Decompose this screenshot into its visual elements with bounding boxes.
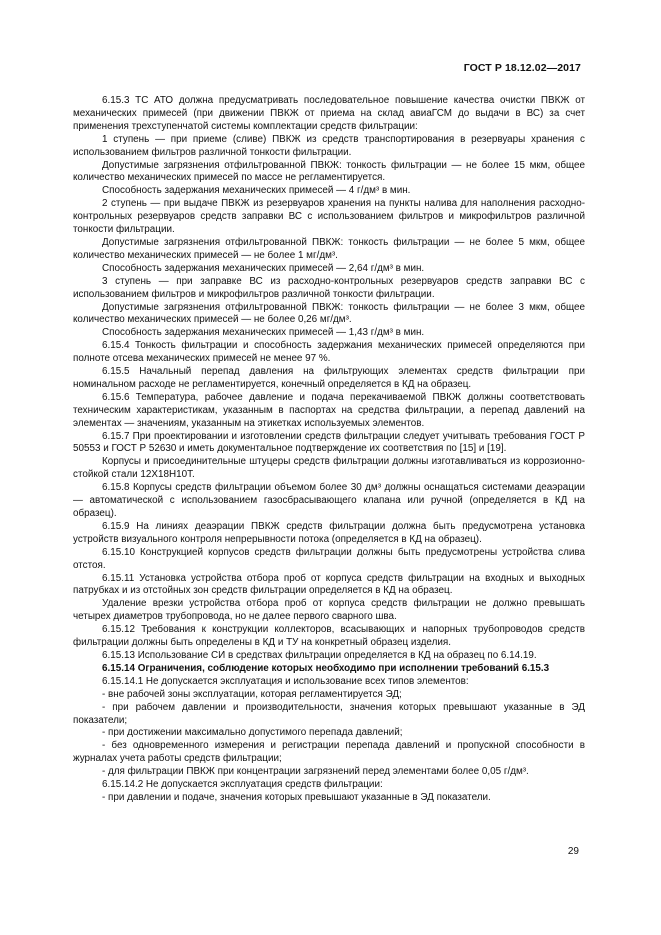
paragraph: 3 ступень — при заправке ВС из расходно-контрольных резервуаров средств заправки ВС с использованием фильтров и микрофильтров различной тонкости фильтрации. — [73, 275, 585, 300]
document-number-header: ГОСТ Р 18.12.02—2017 — [463, 62, 581, 74]
paragraph: - при достижении максимально допустимого перепада давлений; — [102, 727, 403, 739]
paragraph: 6.15.14.2 Не допускается эксплуатация средств фильтрации: — [102, 779, 383, 791]
paragraph: - для фильтрации ПВКЖ при концентрации загрязнений перед элементами более 0,05 г/дм³. — [102, 766, 529, 778]
paragraph: Допустимые загрязнения отфильтрованной ПВКЖ: тонкость фильтрации — не более 3 мкм, общее количество механических примесей — не более 0,26 мг/дм³. — [73, 301, 585, 326]
paragraph: Допустимые загрязнения отфильтрованной ПВКЖ: тонкость фильтрации — не более 5 мкм, общее количество механических примесей — не более 1 мг/дм³. — [73, 236, 585, 261]
paragraph: 6.15.3 ТС АТО должна предусматривать последовательное повышение качества очистки ПВКЖ от механических примесей (при движении ПВКЖ от приема на склад авиаГСМ до выдачи в ВС) за счет применения трехступенчатой системы комплектации средств фильтрации: — [73, 95, 585, 132]
section-heading: 6.15.14 Ограничения, соблюдение которых необходимо при исполнении требований 6.15.3 — [102, 662, 550, 674]
paragraph: 6.15.7 При проектировании и изготовлении средств фильтрации следует учитывать требования ГОСТ Р 50553 и ГОСТ Р 52630 и иметь документальное подтверждение их соответствия по [15] и [19]. — [73, 430, 585, 455]
paragraph: 6.15.8 Корпусы средств фильтрации объемом более 30 дм³ должны оснащаться системами деаэрации — автоматической с использованием газосбрасывающего клапана или ручной (определяется в КД на образец). — [73, 482, 585, 519]
paragraph: 1 ступень — при приеме (сливе) ПВКЖ из средств транспортирования в резервуары хранения с использованием фильтров различной тонкости фильтрации. — [73, 133, 585, 158]
paragraph: 2 ступень — при выдаче ПВКЖ из резервуаров хранения на пункты налива для наполнения расходно-контрольных резервуаров средств заправки ВС с использованием фильтров и микрофильтров различной тонкости фильтрации. — [73, 198, 585, 236]
paragraph: Корпусы и присоединительные штуцеры средств фильтрации должны изготавливаться из коррозионно-стойкой стали 12Х18Н10Т. — [73, 456, 585, 481]
paragraph: 6.15.14.1 Не допускается эксплуатация и использование всех типов элементов: — [102, 675, 469, 687]
paragraph: - без одновременного измерения и регистрации перепада давлений и пропускной способности в журналах учета работы средств фильтрации; — [73, 740, 585, 765]
paragraph: 6.15.13 Использование СИ в средствах фильтрации определяется в КД на образец по 6.14.19. — [102, 649, 537, 661]
paragraph: 6.15.10 Конструкцией корпусов средств фильтрации должны быть предусмотрены устройства слива отстоя. — [73, 546, 585, 571]
paragraph: 6.15.6 Температура, рабочее давление и подача перекачиваемой ПВКЖ должны соответствовать техническим характеристикам, указанным в паспортах на средства фильтрации, а перепад давлений на элементах — значениям, указанным на этикетках используемых элементов. — [73, 391, 585, 429]
paragraph: 6.15.4 Тонкость фильтрации и способность задержания механических примесей определяются при полноте отсева механических примесей не менее 97 %. — [73, 340, 585, 365]
paragraph: 6.15.12 Требования к конструкции коллекторов, всасывающих и напорных трубопроводов средств фильтрации должны быть определены в КД и ТУ на конкретный образец изделия. — [73, 624, 585, 649]
paragraph: Способность задержания механических примесей — 1,43 г/дм³ в мин. — [102, 327, 425, 339]
paragraph: Допустимые загрязнения отфильтрованной ПВКЖ: тонкость фильтрации — не более 15 мкм, общее количество механических примесей по массе не регламентируется. — [73, 159, 585, 184]
paragraph: 6.15.11 Установка устройства отбора проб от корпуса средств фильтрации на входных и выходных патрубках и из отстойных зон средств фильтрации определяется в КД на образец. — [73, 572, 585, 597]
paragraph: Способность задержания механических примесей — 2,64 г/дм³ в мин. — [102, 262, 425, 274]
paragraph: - при давлении и подаче, значения которых превышают указанные в ЭД показатели. — [102, 791, 491, 803]
paragraph: - при рабочем давлении и производительности, значения которых превышают указанные в ЭД показатели; — [73, 701, 585, 726]
paragraph: - вне рабочей зоны эксплуатации, которая регламентируется ЭД; — [102, 688, 402, 700]
page-number: 29 — [567, 846, 579, 857]
paragraph: 6.15.5 Начальный перепад давления на фильтрующих элементах средств фильтрации при номинальном расходе не регламентируется, конечный определяется в КД на образец. — [73, 366, 585, 390]
paragraph: 6.15.9 На линиях деаэрации ПВКЖ средств фильтрации должна быть предусмотрена установка устройств визуального контроля непрерывности потока (определяется в КД на образец). — [73, 520, 585, 545]
paragraph: Способность задержания механических примесей — 4 г/дм³ в мин. — [102, 185, 411, 197]
document-body — [73, 95, 585, 805]
paragraph: Удаление врезки устройства отбора проб от корпуса средств фильтрации не должно превышать четырех диаметров трубопровода, но не далее первого сварного шва. — [73, 598, 585, 623]
